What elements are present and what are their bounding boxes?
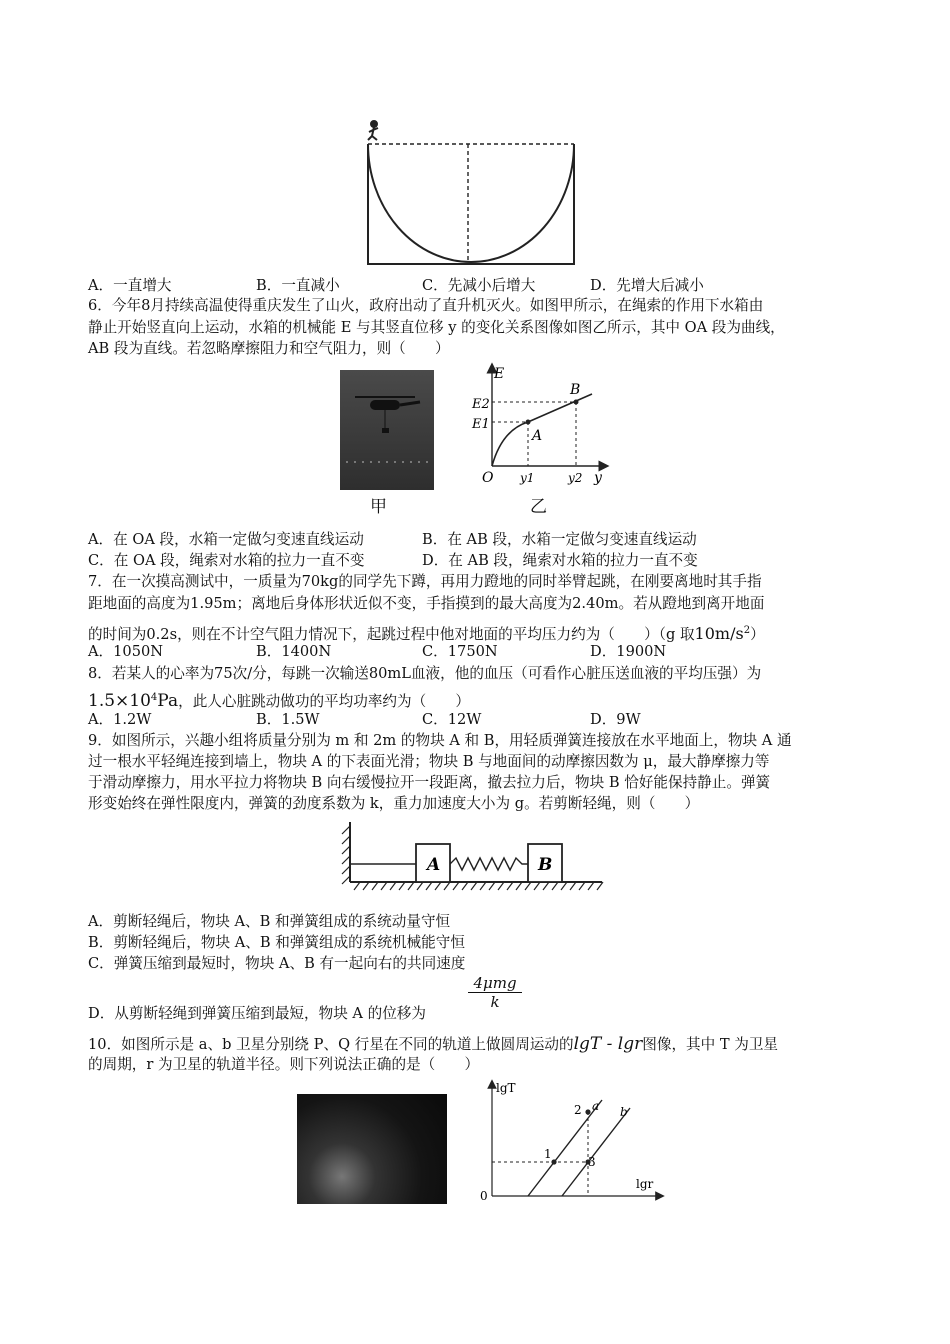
q5-option-c[interactable]: C．先减小后增大: [422, 277, 536, 294]
block-a-label: A: [427, 855, 441, 875]
q9-option-b[interactable]: B．剪断轻绳后，物块 A、B 和弹簧组成的系统机械能守恒: [88, 934, 465, 951]
q10-lgT-lgr-graph: [470, 1078, 670, 1208]
label-origin: O: [482, 470, 494, 486]
q8-stem-line-1: 8．若某人的心率为75次/分，每跳一次输送80mL血液，他的血压（可看作心脏压送血液的平均压强）为: [88, 665, 762, 682]
ground-hatch-mark: [354, 882, 360, 890]
point-label-2: 2: [574, 1103, 582, 1117]
label-e2: E2: [472, 397, 490, 412]
block-b-label: B: [538, 855, 553, 875]
q6-stem-line-1: 6．今年8月持续高温使得重庆发生了山火，政府出动了直升机灭火。如图甲所示，在绳索的作用下水箱由: [88, 297, 764, 314]
point-label-a: A: [532, 428, 543, 444]
q6-option-d[interactable]: D．在 AB 段，绳索对水箱的拉力一直不变: [422, 552, 698, 569]
point-label-1: 1: [544, 1147, 552, 1161]
ground-hatch-mark: [435, 882, 441, 890]
ground-hatch-mark: [588, 882, 594, 890]
fraction-denominator: k: [468, 992, 522, 1011]
q9-stem-line-4: 形变始终在弹性限度内，弹簧的劲度系数为 k，重力加速度大小为 g。若剪断轻绳，则（ ）: [88, 795, 700, 812]
q7-g-value: 10m/s: [694, 623, 744, 643]
q9-option-d[interactable]: D．从剪断轻绳到弹簧压缩到最短，物块 A 的位移为: [88, 1005, 426, 1022]
q5-semicircle-figure: [360, 118, 580, 270]
ground-hatch-mark: [399, 882, 405, 890]
ground-hatch-mark: [534, 882, 540, 890]
helicopter-photo: [340, 370, 434, 490]
fig-jia-caption: 甲: [370, 497, 387, 517]
q9-option-a[interactable]: A．剪断轻绳后，物块 A、B 和弹簧组成的系统动量守恒: [88, 913, 451, 930]
ground-hatch-mark: [489, 882, 495, 890]
q8-pressure: 1.5×10: [88, 690, 151, 711]
ground-hatch-mark: [570, 882, 576, 890]
q5-option-d[interactable]: D．先增大后减小: [590, 277, 704, 294]
q8-option-b[interactable]: B．1.5W: [256, 711, 320, 728]
ground-hatch-mark: [507, 882, 513, 890]
line-label-b: b: [620, 1105, 628, 1119]
q6-option-a[interactable]: A．在 OA 段，水箱一定做匀变速直线运动: [88, 531, 364, 548]
axis-label-e: E: [494, 366, 505, 382]
ground-hatch-mark: [372, 882, 378, 890]
planet-photo: [297, 1094, 447, 1204]
q10-formula: lgT - lgr: [573, 1034, 643, 1054]
ground-hatch-mark: [516, 882, 522, 890]
ground-hatch-mark: [471, 882, 477, 890]
q7-option-d[interactable]: D．1900N: [590, 643, 667, 660]
q10-stem-line-1: 10．如图所示是 a、b 卫星分别绕 P、Q 行星在不同的轨道上做圆周运动的lgT - lgr图像，其中 T 为卫星: [88, 1034, 779, 1054]
ground-hatch-mark: [363, 882, 369, 890]
point-label-3: 3: [588, 1155, 596, 1169]
ground-hatch-mark: [543, 882, 549, 890]
q10-stem-line-2: 的周期，r 为卫星的轨道半径。则下列说法正确的是（ ）: [88, 1056, 480, 1073]
ground-hatch-mark: [579, 882, 585, 890]
q7-stem-line-2: 距地面的高度为1.95m；离地后身体形状近似不变，手指摸到的最大高度为2.40m。若从蹬地到离开地面: [88, 595, 765, 612]
q6-option-b[interactable]: B．在 AB 段，水箱一定做匀变速直线运动: [422, 531, 697, 548]
ground-hatch-mark: [408, 882, 414, 890]
ground-hatch-mark: [480, 882, 486, 890]
q9-stem-line-2: 过一根水平轻绳连接到墙上，物块 A 的下表面光滑；物块 B 与地面间的动摩擦因数为 μ，最大静摩擦力等: [88, 753, 770, 770]
ground-hatch-mark: [444, 882, 450, 890]
axis-label-lgT: lgT: [496, 1081, 516, 1095]
axis-label-y: y: [594, 470, 602, 486]
q7-stem-line-1: 7．在一次摸高测试中，一质量为70kg的同学先下蹲，再用力蹬地的同时举臂起跳，在刚要离地时其手指: [88, 573, 762, 590]
line-label-a: a: [592, 1099, 600, 1113]
ground-hatch-mark: [462, 882, 468, 890]
q9-stem-line-3: 于滑动摩擦力，用水平拉力将物块 B 向右缓慢拉开一段距离，撤去拉力后，物块 B 恰好能保持静止。弹簧: [88, 774, 771, 791]
q5-option-b[interactable]: B．一直减小: [256, 277, 340, 294]
ground-hatch-mark: [426, 882, 432, 890]
ground-hatch-mark: [453, 882, 459, 890]
q5-option-a[interactable]: A．一直增大: [88, 277, 172, 294]
ground-hatch-mark: [525, 882, 531, 890]
graph-origin: 0: [480, 1189, 488, 1203]
q9-stem-line-1: 9．如图所示，兴趣小组将质量分别为 m 和 2m 的物块 A 和 B，用轻质弹簧连接放在水平地面上，物块 A 通: [88, 732, 792, 749]
ground-hatch-mark: [498, 882, 504, 890]
q6-option-c[interactable]: C．在 OA 段，绳索对水箱的拉力一直不变: [88, 552, 365, 569]
ground-hatch-mark: [597, 882, 603, 890]
q7-stem-line-3: 的时间为0.2s，则在不计空气阻力情况下，起跳过程中他对地面的平均压力约为（ ）（g 取$10m/s^2$）: [88, 623, 765, 643]
ground-hatch-mark: [390, 882, 396, 890]
ground-hatch-mark: [561, 882, 567, 890]
point-label-b: B: [570, 382, 581, 398]
q6-energy-graph: [464, 362, 614, 517]
helicopter-icon: [340, 370, 434, 490]
q7-option-c[interactable]: C．1750N: [422, 643, 498, 660]
q7-option-a[interactable]: A．1050N: [88, 643, 164, 660]
fig-yi-caption: 乙: [530, 497, 547, 517]
axis-label-lgr: lgr: [636, 1177, 654, 1191]
q8-option-c[interactable]: C．12W: [422, 711, 482, 728]
q8-option-d[interactable]: D．9W: [590, 711, 641, 728]
ground-hatch-mark: [381, 882, 387, 890]
label-y2: y2: [568, 471, 583, 485]
label-e1: E1: [472, 417, 490, 432]
ground-hatch-mark: [552, 882, 558, 890]
q8-option-a[interactable]: A．1.2W: [88, 711, 152, 728]
q9-option-c[interactable]: C．弹簧压缩到最短时，物块 A、B 有一起向右的共同速度: [88, 955, 466, 972]
skateboarder-icon: [368, 121, 378, 140]
fraction-numerator: 4μmg: [473, 974, 517, 992]
q9-spring-blocks-figure: [332, 818, 608, 896]
label-y1: y1: [520, 471, 535, 485]
q7-option-b[interactable]: B．1400N: [256, 643, 332, 660]
q6-stem-line-3: AB 段为直线。若忽略摩擦阻力和空气阻力，则（ ）: [88, 340, 450, 357]
ground-hatch-mark: [417, 882, 423, 890]
q9-option-d-fraction: [468, 974, 522, 1011]
q8-stem-line-2: $1.5\times 10^4Pa$，此人心脏跳动做功的平均功率约为（ ）: [88, 690, 470, 711]
q6-stem-line-2: 静止开始竖直向上运动，水箱的机械能 E 与其竖直位移 y 的变化关系图像如图乙所示，其中 OA 段为曲线，: [88, 319, 785, 336]
